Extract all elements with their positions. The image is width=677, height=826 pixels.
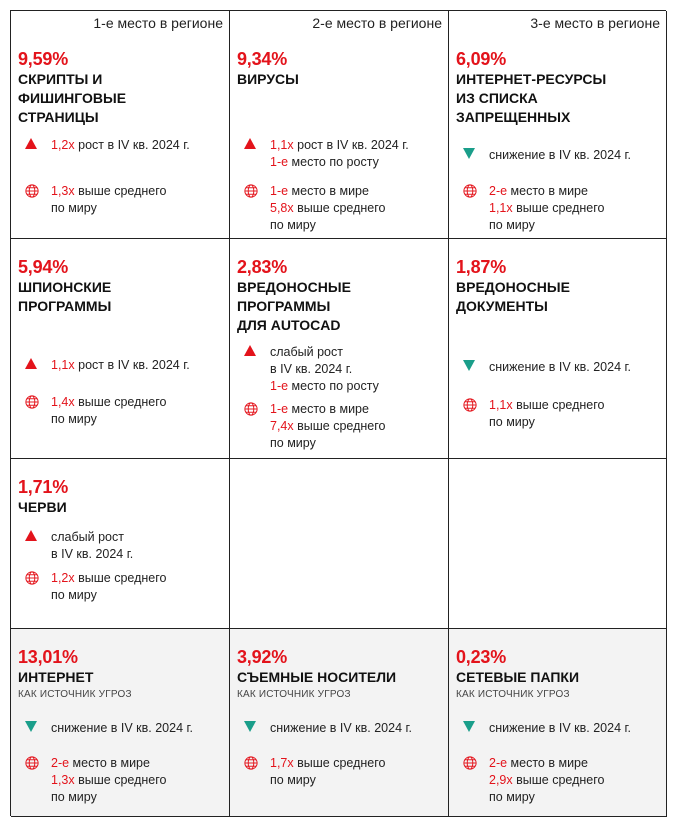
percent-value: 5,94% bbox=[18, 257, 69, 277]
globe-icon bbox=[25, 184, 39, 198]
row-text bbox=[489, 183, 604, 234]
percent-value: 9,59% bbox=[18, 49, 69, 69]
globe-icon bbox=[25, 571, 39, 585]
stat-cell bbox=[11, 459, 230, 629]
source-subtitle: КАК ИСТОЧНИК УГРОЗ bbox=[18, 689, 132, 700]
globe-icon bbox=[463, 756, 477, 770]
row-line bbox=[270, 137, 409, 154]
row-line bbox=[270, 435, 385, 452]
row-text bbox=[51, 720, 193, 737]
row-line bbox=[51, 200, 166, 217]
row-line bbox=[270, 217, 385, 234]
row-text bbox=[270, 183, 385, 234]
row-line bbox=[51, 411, 166, 428]
percent-value: 1,87% bbox=[456, 257, 507, 277]
threat-category-name bbox=[18, 498, 67, 517]
row-line bbox=[270, 401, 385, 418]
row-line-text: выше среднего bbox=[512, 773, 605, 787]
row-line-text: место по росту bbox=[288, 155, 379, 169]
threat-category-name bbox=[456, 668, 579, 687]
row-line bbox=[489, 147, 631, 164]
row-line bbox=[51, 529, 133, 546]
category-name-line: ЗАПРЕЩЕННЫХ bbox=[456, 109, 571, 125]
rank-header: 1-е место в регионе bbox=[93, 15, 223, 31]
stat-cell bbox=[11, 629, 230, 817]
percent-value: 2,83% bbox=[237, 257, 288, 277]
highlight-value: 5,8x bbox=[270, 201, 294, 215]
stat-cell bbox=[230, 239, 449, 459]
row-line bbox=[51, 137, 190, 154]
row-line-text: слабый рост bbox=[270, 345, 343, 359]
triangle-down-icon bbox=[244, 721, 258, 735]
category-name-line: ВИРУСЫ bbox=[237, 71, 299, 87]
row-line-text: снижение в IV кв. 2024 г. bbox=[489, 360, 631, 374]
percent-value: 0,23% bbox=[456, 647, 507, 667]
empty-cell bbox=[230, 459, 449, 629]
row-text bbox=[51, 570, 166, 604]
source-subtitle: КАК ИСТОЧНИК УГРОЗ bbox=[456, 689, 570, 700]
row-line-text: слабый рост bbox=[51, 530, 124, 544]
highlight-value: 1,7x bbox=[270, 756, 294, 770]
row-line-text: по миру bbox=[270, 218, 316, 232]
row-line-text: место в мире bbox=[507, 184, 588, 198]
row-line bbox=[489, 200, 604, 217]
row-line-text: рост в IV кв. 2024 г. bbox=[74, 358, 190, 372]
globe-icon bbox=[25, 756, 39, 770]
row-line-text: по миру bbox=[270, 436, 316, 450]
row-line-text: выше среднего bbox=[74, 773, 167, 787]
row-text bbox=[51, 183, 166, 217]
row-text bbox=[489, 397, 604, 431]
category-name-line: СЕТЕВЫЕ ПАПКИ bbox=[456, 669, 580, 685]
triangle-down-icon bbox=[463, 721, 477, 735]
globe-icon bbox=[244, 756, 258, 770]
row-line-text: выше среднего bbox=[74, 184, 167, 198]
row-line-text: выше среднего bbox=[512, 398, 605, 412]
row-line bbox=[51, 570, 166, 587]
row-line bbox=[489, 397, 604, 414]
highlight-value: 1-е bbox=[270, 402, 289, 416]
row-line bbox=[270, 344, 379, 361]
category-name-line: ДОКУМЕНТЫ bbox=[456, 298, 548, 314]
row-line bbox=[489, 183, 604, 200]
globe-icon bbox=[463, 398, 477, 412]
row-line bbox=[489, 720, 631, 737]
category-name-line: ДЛЯ AUTOCAD bbox=[237, 317, 341, 333]
threat-category-name bbox=[237, 668, 396, 687]
row-line-text: место в мире bbox=[69, 756, 150, 770]
stat-cell bbox=[230, 629, 449, 817]
row-line-text: по миру bbox=[51, 412, 97, 426]
globe-icon bbox=[244, 402, 258, 416]
threat-stats-grid bbox=[10, 10, 666, 816]
category-name-line: ПРОГРАММЫ bbox=[18, 298, 112, 314]
threat-category-name bbox=[18, 70, 126, 127]
percent-value: 3,92% bbox=[237, 647, 288, 667]
row-line-text: снижение в IV кв. 2024 г. bbox=[51, 721, 193, 735]
row-line bbox=[270, 720, 412, 737]
row-line-text: по миру bbox=[489, 218, 535, 232]
row-line bbox=[51, 772, 166, 789]
row-line bbox=[489, 359, 631, 376]
threat-category-name bbox=[456, 278, 570, 316]
highlight-value: 1-е bbox=[270, 184, 289, 198]
highlight-value: 1,1x bbox=[270, 138, 294, 152]
triangle-down-icon bbox=[463, 360, 477, 374]
row-line bbox=[489, 414, 604, 431]
row-line-text: по миру bbox=[489, 790, 535, 804]
row-line-text: снижение в IV кв. 2024 г. bbox=[270, 721, 412, 735]
row-text bbox=[51, 357, 190, 374]
category-name-line: ПРОГРАММЫ bbox=[237, 298, 331, 314]
row-line-text: рост в IV кв. 2024 г. bbox=[74, 138, 190, 152]
category-name-line: ЧЕРВИ bbox=[18, 499, 67, 515]
highlight-value: 7,4x bbox=[270, 419, 294, 433]
row-text bbox=[270, 137, 409, 171]
row-line bbox=[489, 772, 604, 789]
highlight-value: 1,4x bbox=[51, 395, 75, 409]
percent-value: 13,01% bbox=[18, 647, 78, 667]
row-line-text: по миру bbox=[270, 773, 316, 787]
row-line-text: выше среднего bbox=[293, 201, 386, 215]
stat-cell bbox=[230, 11, 449, 239]
category-name-line: ВРЕДОНОСНЫЕ bbox=[237, 279, 351, 295]
row-line-text: выше среднего bbox=[74, 571, 167, 585]
highlight-value: 2,9x bbox=[489, 773, 513, 787]
globe-icon bbox=[25, 395, 39, 409]
row-text bbox=[270, 344, 379, 395]
globe-icon bbox=[463, 184, 477, 198]
row-line bbox=[51, 546, 133, 563]
row-line bbox=[51, 755, 166, 772]
row-text bbox=[51, 755, 166, 806]
highlight-value: 1,1x bbox=[51, 358, 75, 372]
row-line-text: место в мире bbox=[288, 184, 369, 198]
stat-cell bbox=[449, 11, 667, 239]
row-text bbox=[270, 720, 412, 737]
row-line-text: выше среднего bbox=[512, 201, 605, 215]
category-name-line: СКРИПТЫ И bbox=[18, 71, 103, 87]
row-line-text: место по росту bbox=[288, 379, 379, 393]
stat-cell bbox=[11, 11, 230, 239]
source-subtitle: КАК ИСТОЧНИК УГРОЗ bbox=[237, 689, 351, 700]
row-line bbox=[270, 378, 379, 395]
row-line-text: рост в IV кв. 2024 г. bbox=[293, 138, 409, 152]
highlight-value: 2-е bbox=[51, 756, 70, 770]
threat-category-name bbox=[237, 278, 351, 335]
row-line bbox=[51, 789, 166, 806]
row-line bbox=[270, 772, 385, 789]
row-text bbox=[51, 137, 190, 154]
row-line bbox=[489, 789, 604, 806]
row-line-text: по миру bbox=[51, 790, 97, 804]
row-line bbox=[270, 361, 379, 378]
row-line bbox=[51, 394, 166, 411]
triangle-up-icon bbox=[25, 138, 39, 152]
row-line-text: в IV кв. 2024 г. bbox=[270, 362, 353, 376]
row-text bbox=[270, 755, 385, 789]
triangle-down-icon bbox=[463, 148, 477, 162]
percent-value: 1,71% bbox=[18, 477, 69, 497]
row-line bbox=[51, 720, 193, 737]
stat-cell bbox=[449, 629, 667, 817]
row-line bbox=[51, 357, 190, 374]
highlight-value: 1,2x bbox=[51, 138, 75, 152]
row-line-text: по миру bbox=[51, 588, 97, 602]
percent-value: 6,09% bbox=[456, 49, 507, 69]
percent-value: 9,34% bbox=[237, 49, 288, 69]
row-line-text: место в мире bbox=[288, 402, 369, 416]
threat-category-name bbox=[18, 668, 93, 687]
stat-cell bbox=[11, 239, 230, 459]
row-line-text: по миру bbox=[51, 201, 97, 215]
threat-category-name bbox=[18, 278, 111, 316]
rank-header: 3-е место в регионе bbox=[530, 15, 660, 31]
row-line bbox=[489, 217, 604, 234]
highlight-value: 1-е bbox=[270, 155, 289, 169]
row-line bbox=[489, 755, 604, 772]
highlight-value: 1,3x bbox=[51, 773, 75, 787]
highlight-value: 1,1x bbox=[489, 398, 513, 412]
highlight-value: 1,3x bbox=[51, 184, 75, 198]
row-line-text: по миру bbox=[489, 415, 535, 429]
threat-category-name bbox=[456, 70, 606, 127]
row-line bbox=[270, 200, 385, 217]
category-name-line: СЪЕМНЫЕ НОСИТЕЛИ bbox=[237, 669, 397, 685]
highlight-value: 1,2x bbox=[51, 571, 75, 585]
row-text bbox=[489, 359, 631, 376]
category-name-line: ИНТЕРНЕТ-РЕСУРСЫ bbox=[456, 71, 607, 87]
category-name-line: СТРАНИЦЫ bbox=[18, 109, 99, 125]
highlight-value: 2-е bbox=[489, 184, 508, 198]
row-line bbox=[51, 183, 166, 200]
triangle-up-icon bbox=[25, 530, 39, 544]
category-name-line: ШПИОНСКИЕ bbox=[18, 279, 112, 295]
row-line bbox=[270, 154, 409, 171]
triangle-down-icon bbox=[25, 721, 39, 735]
row-line-text: выше среднего bbox=[293, 419, 386, 433]
triangle-up-icon bbox=[25, 358, 39, 372]
row-line-text: в IV кв. 2024 г. bbox=[51, 547, 134, 561]
row-line-text: снижение в IV кв. 2024 г. bbox=[489, 721, 631, 735]
row-line bbox=[270, 418, 385, 435]
row-text bbox=[489, 147, 631, 164]
highlight-value: 1-е bbox=[270, 379, 289, 393]
row-text bbox=[489, 720, 631, 737]
row-line bbox=[51, 587, 166, 604]
rank-header: 2-е место в регионе bbox=[312, 15, 442, 31]
row-line-text: место в мире bbox=[507, 756, 588, 770]
row-text bbox=[489, 755, 604, 806]
threat-category-name bbox=[237, 70, 299, 89]
row-line-text: выше среднего bbox=[74, 395, 167, 409]
row-line bbox=[270, 183, 385, 200]
empty-cell bbox=[449, 459, 667, 629]
category-name-line: ФИШИНГОВЫЕ bbox=[18, 90, 127, 106]
category-name-line: ВРЕДОНОСНЫЕ bbox=[456, 279, 570, 295]
row-line bbox=[270, 755, 385, 772]
globe-icon bbox=[244, 184, 258, 198]
triangle-up-icon bbox=[244, 345, 258, 359]
category-name-line: ИЗ СПИСКА bbox=[456, 90, 538, 106]
row-line-text: выше среднего bbox=[293, 756, 386, 770]
row-text bbox=[270, 401, 385, 452]
stat-cell bbox=[449, 239, 667, 459]
row-line-text: снижение в IV кв. 2024 г. bbox=[489, 148, 631, 162]
row-text bbox=[51, 394, 166, 428]
highlight-value: 1,1x bbox=[489, 201, 513, 215]
category-name-line: ИНТЕРНЕТ bbox=[18, 669, 94, 685]
row-text bbox=[51, 529, 133, 563]
highlight-value: 2-е bbox=[489, 756, 508, 770]
triangle-up-icon bbox=[244, 138, 258, 152]
